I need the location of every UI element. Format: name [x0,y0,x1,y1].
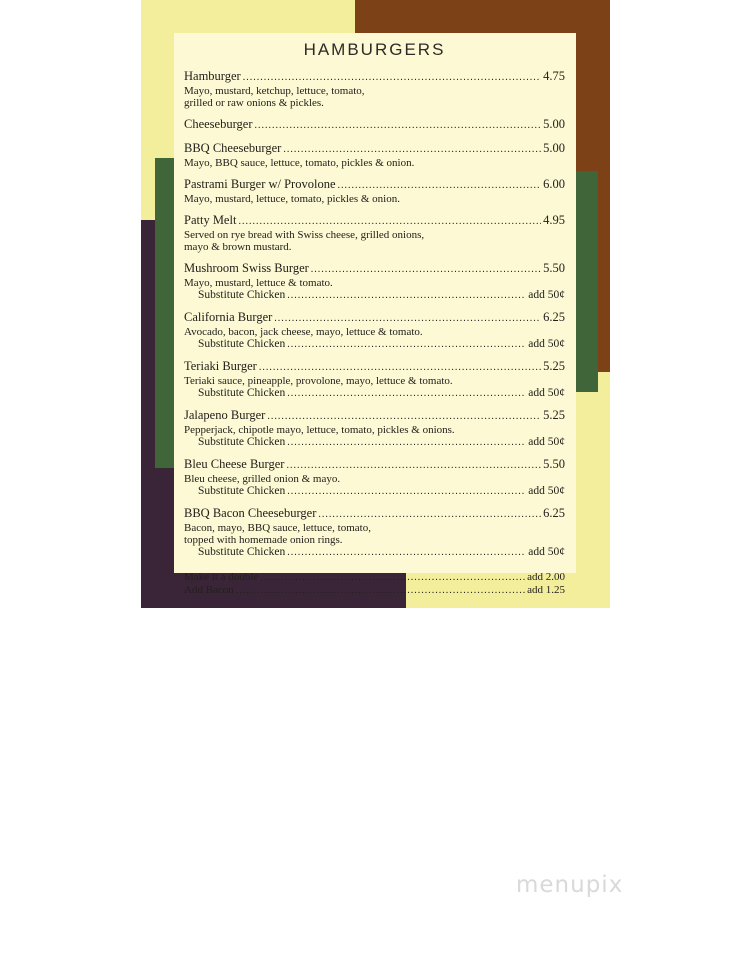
menu-item-description: Bacon, mayo, BBQ sauce, lettuce, tomato, [184,522,371,534]
substitute-label: Substitute Chicken [198,436,286,448]
menu-item-row [184,213,565,229]
bg-green-left-strip [155,158,175,468]
substitute-option [184,289,565,302]
menu-item-name: Patty Melt [184,213,237,227]
menu-item [184,506,565,559]
menu-item-price: 6.25 [543,310,565,324]
dot-leader [260,572,525,584]
menu-item-description: mayo & brown mustard. [184,241,292,253]
extra-name: Make it a double [184,571,259,583]
dot-leader [238,215,541,229]
menu-item-description: Pepperjack, chipotle mayo, lettuce, tomato, pickles & onions. [184,424,455,436]
menu-item-name: BBQ Bacon Cheeseburger [184,506,317,520]
menu-item [184,117,565,133]
menu-item [184,213,565,253]
menu-item-row [184,408,565,424]
menu-item-name: Mushroom Swiss Burger [184,261,309,275]
substitute-label: Substitute Chicken [198,485,286,497]
menu-item-description: grilled or raw onions & pickles. [184,97,324,109]
dot-leader [255,119,542,133]
menu-item-description: Served on rye bread with Swiss cheese, grilled onions, [184,229,425,241]
menu-item-row [184,177,565,193]
menu-item-description: Mayo, mustard, ketchup, lettuce, tomato, [184,85,365,97]
dot-leader [274,312,541,326]
dot-leader [287,485,526,498]
menu-item-name: Pastrami Burger w/ Provolone [184,177,336,191]
menu-item-name: California Burger [184,310,273,324]
dot-leader [236,585,525,597]
menu-item-description: Mayo, BBQ sauce, lettuce, tomato, pickles & onion. [184,157,415,169]
menu-extras [184,571,565,597]
menu-item-description: Mayo, mustard, lettuce & tomato. [184,277,333,289]
substitute-option [184,436,565,449]
menu-item-row [184,310,565,326]
menu-item-description: Teriaki sauce, pineapple, provolone, mayo, lettuce & tomato. [184,375,453,387]
menu-item-name: Cheeseburger [184,117,253,131]
menu-item-name: Hamburger [184,69,241,83]
menu-item [184,141,565,169]
substitute-price: add 50¢ [528,436,565,448]
menu-item-price: 5.25 [543,408,565,422]
menu-item-name: Teriaki Burger [184,359,257,373]
dot-leader [267,410,541,424]
substitute-label: Substitute Chicken [198,338,286,350]
menu-item-price: 5.50 [543,457,565,471]
substitute-price: add 50¢ [528,338,565,350]
menu-item-row [184,261,565,277]
substitute-label: Substitute Chicken [198,289,286,301]
dot-leader [287,436,526,449]
menu-card [174,33,576,596]
dot-leader [283,143,541,157]
dot-leader [243,71,541,85]
extra-price: add 2.00 [527,571,565,583]
substitute-label: Substitute Chicken [198,546,286,558]
menu-item-price: 5.50 [543,261,565,275]
menu-item-price: 5.00 [543,117,565,131]
menu-item [184,310,565,351]
menu-item [184,69,565,109]
extra-price: add 1.25 [527,584,565,596]
extra-name: Add Bacon [184,584,234,596]
menu-item [184,261,565,302]
substitute-option [184,485,565,498]
menupix-watermark: menupix [516,872,624,898]
substitute-option [184,338,565,351]
dot-leader [286,459,541,473]
bg-green-right-strip [575,171,598,392]
dot-leader [287,338,526,351]
menu-item [184,457,565,498]
menu-title: HAMBURGERS [303,40,446,59]
menu-item-price: 4.95 [543,213,565,227]
menu-item-price: 6.25 [543,506,565,520]
menu-item-row [184,457,565,473]
dot-leader [318,508,541,522]
dot-leader [287,387,526,400]
menu-item-price: 5.25 [543,359,565,373]
menu-items [184,69,565,559]
menu-item-row [184,69,565,85]
dot-leader [287,289,526,302]
extra-option [184,571,565,584]
substitute-price: add 50¢ [528,485,565,497]
menu-item-row [184,506,565,522]
menu-item-description: topped with homemade onion rings. [184,534,343,546]
substitute-price: add 50¢ [528,387,565,399]
substitute-price: add 50¢ [528,546,565,558]
menu-item-name: Bleu Cheese Burger [184,457,285,471]
menu-item-row [184,359,565,375]
menu-item-name: BBQ Cheeseburger [184,141,282,155]
menu-item [184,177,565,205]
extra-option [184,584,565,597]
menu-item-description: Mayo, mustard, lettuce, tomato, pickles & onion. [184,193,400,205]
menu-item-description: Avocado, bacon, jack cheese, mayo, lettuce & tomato. [184,326,423,338]
substitute-option [184,546,565,559]
menu-item-row [184,117,565,133]
dot-leader [338,179,542,193]
menu-item [184,359,565,400]
dot-leader [287,546,526,559]
substitute-price: add 50¢ [528,289,565,301]
menu-item-price: 6.00 [543,177,565,191]
menu-item [184,408,565,449]
menu-item-price: 4.75 [543,69,565,83]
menu-item-price: 5.00 [543,141,565,155]
menu-item-row [184,141,565,157]
substitute-option [184,387,565,400]
dot-leader [259,361,541,375]
menu-item-description: Bleu cheese, grilled onion & mayo. [184,473,341,485]
dot-leader [311,263,541,277]
substitute-label: Substitute Chicken [198,387,286,399]
menu-item-name: Jalapeno Burger [184,408,266,422]
